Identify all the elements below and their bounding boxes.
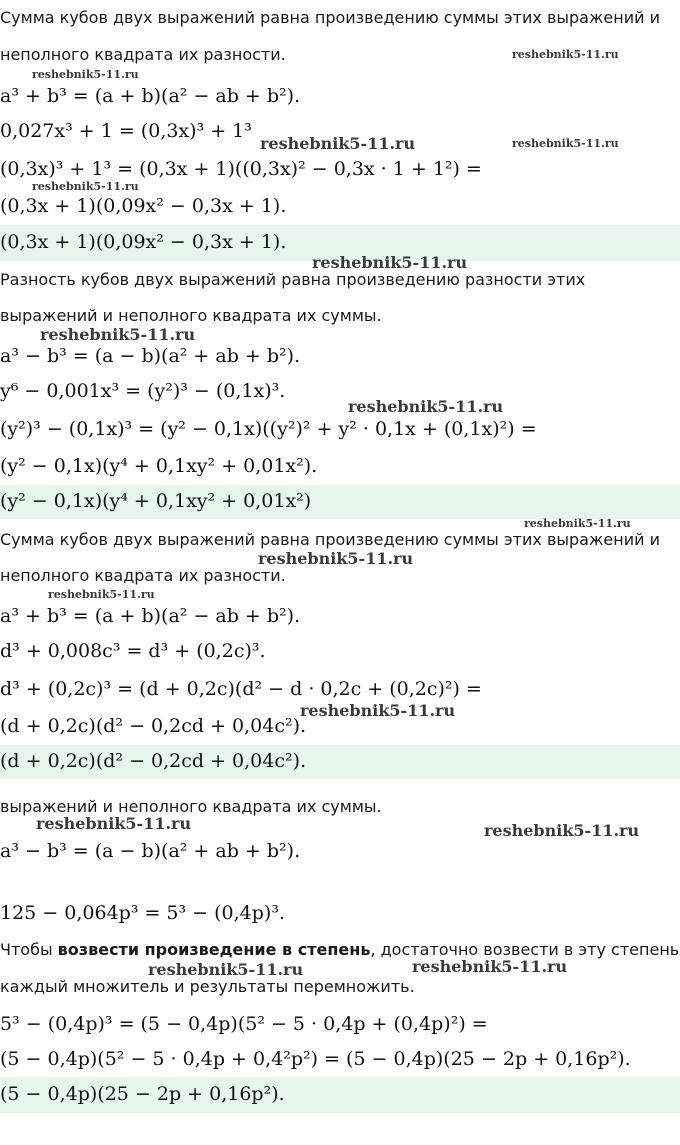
watermark: reshebnik5-11.ru	[312, 253, 468, 272]
answer: (0,3x + 1)(0,09x² − 0,3x + 1).	[0, 231, 287, 253]
watermark: reshebnik5-11.ru	[32, 68, 139, 81]
watermark: reshebnik5-11.ru	[148, 960, 304, 979]
math-step: (0,3x + 1)(0,09x² − 0,3x + 1).	[0, 195, 287, 217]
math-step: d³ + 0,008c³ = d³ + (0,2c)³.	[0, 640, 266, 662]
paragraph-line: выражений и неполного квадрата их суммы.	[0, 797, 382, 816]
watermark: reshebnik5-11.ru	[300, 701, 456, 720]
watermark: reshebnik5-11.ru	[348, 397, 504, 416]
math-step: 0,027x³ + 1 = (0,3x)³ + 1³	[0, 120, 252, 142]
watermark: reshebnik5-11.ru	[512, 48, 619, 61]
formula: a³ + b³ = (a + b)(a² − ab + b²).	[0, 605, 301, 627]
watermark: reshebnik5-11.ru	[32, 180, 139, 193]
paragraph-line: Сумма кубов двух выражений равна произведению суммы этих выражений и	[0, 530, 660, 549]
paragraph-line: Разность кубов двух выражений равна произведению разности этих	[0, 270, 586, 289]
watermark: reshebnik5-11.ru	[260, 134, 416, 153]
math-step: (y²)³ − (0,1x)³ = (y² − 0,1x)((y²)² + y² · 0,1x + (0,1x)²) =	[0, 418, 537, 440]
answer: (y² − 0,1x)(y⁴ + 0,1xy² + 0,01x²)	[0, 490, 312, 512]
formula: a³ − b³ = (a − b)(a² + ab + b²).	[0, 345, 301, 367]
math-step: y⁶ − 0,001x³ = (y²)³ − (0,1x)³.	[0, 380, 286, 402]
watermark: reshebnik5-11.ru	[524, 517, 631, 530]
paragraph-line: неполного квадрата их разности.	[0, 45, 286, 64]
rule-note: Чтобы возвести произведение в степень, достаточно возвести в эту степень	[0, 940, 680, 959]
paragraph-line: неполного квадрата их разности.	[0, 566, 286, 585]
math-step: (y² − 0,1x)(y⁴ + 0,1xy² + 0,01x²).	[0, 455, 318, 477]
math-step: d³ + (0,2c)³ = (d + 0,2c)(d² − d · 0,2c + (0,2c)²) =	[0, 678, 482, 700]
math-step: 5³ − (0,4p)³ = (5 − 0,4p)(5² − 5 · 0,4p + (0,4p)²) =	[0, 1013, 488, 1035]
formula: a³ + b³ = (a + b)(a² − ab + b²).	[0, 85, 301, 107]
watermark: reshebnik5-11.ru	[512, 137, 619, 150]
math-step: (5 − 0,4p)(5² − 5 · 0,4p + 0,4²p²) = (5 − 0,4p)(25 − 2p + 0,16p²).	[0, 1048, 631, 1070]
watermark: reshebnik5-11.ru	[258, 549, 414, 568]
formula: a³ − b³ = (a − b)(a² + ab + b²).	[0, 840, 301, 862]
watermark: reshebnik5-11.ru	[36, 814, 192, 833]
watermark: reshebnik5-11.ru	[48, 588, 155, 601]
rule-note-line: каждый множитель и результаты перемножить.	[0, 977, 415, 996]
math-step: 125 − 0,064p³ = 5³ − (0,4p)³.	[0, 902, 285, 924]
paragraph-line: Сумма кубов двух выражений равна произведению суммы этих выражений и	[0, 8, 660, 27]
watermark: reshebnik5-11.ru	[412, 957, 568, 976]
watermark: reshebnik5-11.ru	[40, 325, 196, 344]
watermark: reshebnik5-11.ru	[484, 821, 640, 840]
answer: (5 − 0,4p)(25 − 2p + 0,16p²).	[0, 1083, 285, 1105]
answer: (d + 0,2c)(d² − 0,2cd + 0,04c²).	[0, 750, 307, 772]
math-step: (d + 0,2c)(d² − 0,2cd + 0,04c²).	[0, 715, 307, 737]
math-step: (0,3x)³ + 1³ = (0,3x + 1)((0,3x)² − 0,3x · 1 + 1²) =	[0, 158, 482, 180]
paragraph-line: выражений и неполного квадрата их суммы.	[0, 306, 382, 325]
rule-bold: возвести произведение в степень	[57, 940, 371, 959]
